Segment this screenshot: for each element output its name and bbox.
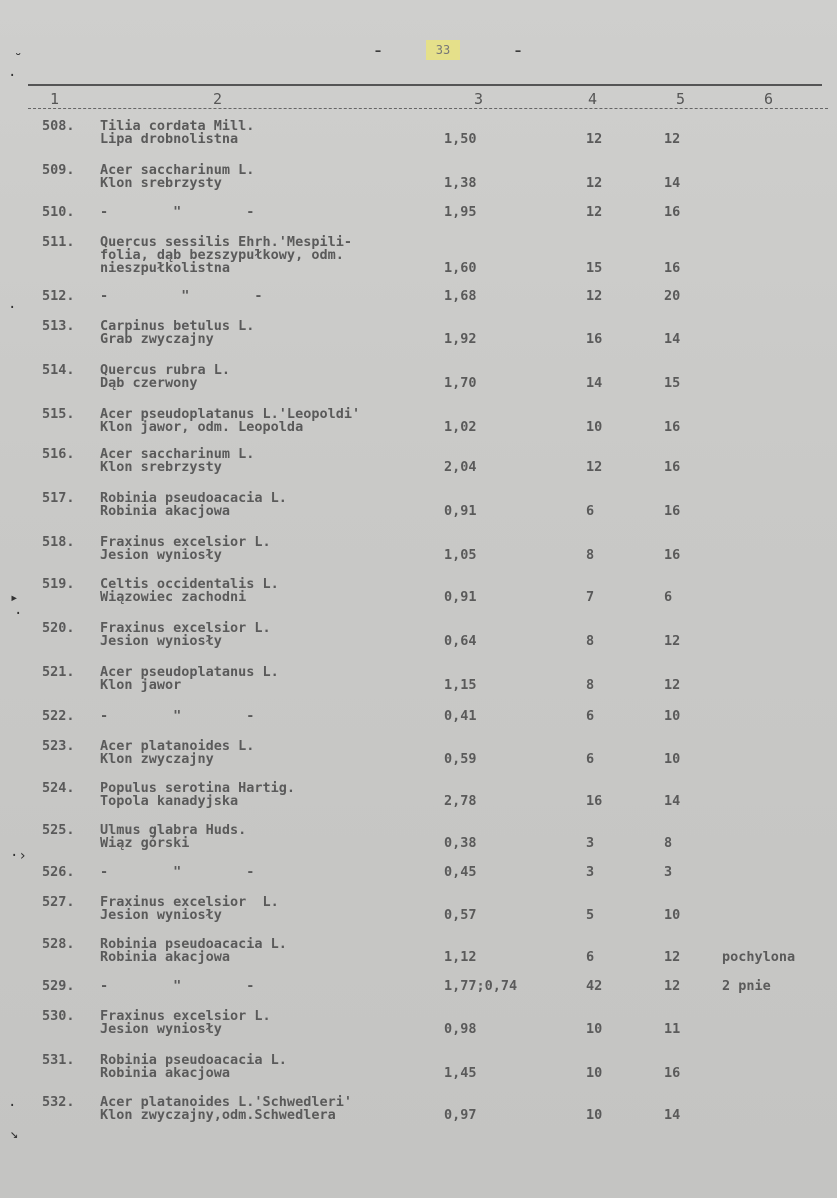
species-name-line1: Acer pseudoplatanus L.'Leopoldi' [100,406,361,422]
column-4-value: 12 [586,131,603,147]
column-5-value: 15 [664,375,681,391]
column-4-value: 7 [586,589,595,605]
column-3-value: 1,02 [444,419,477,435]
column-3-value: 2,04 [444,459,477,475]
column-4-value: 10 [586,419,603,435]
column-3-value: 0,38 [444,835,477,851]
species-name-line2: Klon srebrzysty [100,459,222,475]
column-5-value: 6 [664,589,673,605]
species-name-line1: Carpinus betulus L. [100,318,255,334]
column-5-value: 10 [664,751,681,767]
column-5-value: 14 [664,331,681,347]
species-name-line1: Robinia pseudoacacia L. [100,936,287,952]
species-name-line1: Robinia pseudoacacia L. [100,490,287,506]
species-name-line1: Fraxinus excelsior L. [100,1008,271,1024]
row-number: 526. [42,864,75,880]
column-4-value: 8 [586,633,595,649]
column-header-3: 3 [474,90,484,108]
species-name-line1: Acer saccharinum L. [100,162,255,178]
species-name-line2: Jesion wyniosły [100,547,222,563]
column-5-value: 11 [664,1021,681,1037]
column-5-value: 16 [664,503,681,519]
margin-mark: · [8,1098,17,1114]
species-name-line1: Fraxinus excelsior L. [100,534,271,550]
margin-mark: ·› [10,848,27,864]
column-3-value: 1,38 [444,175,477,191]
row-number: 522. [42,708,75,724]
column-6-note: 2 pnie [722,978,771,994]
species-name-line1: Celtis occidentalis L. [100,576,279,592]
species-name-line2: Robinia akacjowa [100,503,231,519]
column-4-value: 42 [586,978,603,994]
header-dash-right: - [512,38,525,62]
row-number: 530. [42,1008,75,1024]
species-name-line1: Fraxinus excelsior L. [100,620,271,636]
row-number: 517. [42,490,75,506]
row-number: 529. [42,978,75,994]
row-number: 532. [42,1094,75,1110]
row-number: 514. [42,362,75,378]
column-3-value: 0,59 [444,751,477,767]
column-5-value: 10 [664,907,681,923]
species-name-line1: Acer pseudoplatanus L. [100,664,279,680]
species-name-line1: Populus serotina Hartig. [100,780,296,796]
species-name-line2: Jesion wyniosły [100,1021,222,1037]
column-3-value: 1,77;0,74 [444,978,518,994]
column-4-value: 8 [586,677,595,693]
margin-mark: ▸ [10,590,19,606]
species-name-line2: Klon zwyczajny,odm.Schwedlera [100,1107,336,1123]
column-4-value: 6 [586,708,595,724]
column-3-value: 1,70 [444,375,477,391]
species-name-line1: - " - [100,978,255,994]
column-4-value: 16 [586,793,603,809]
row-number: 511. [42,234,75,250]
column-5-value: 12 [664,131,681,147]
species-name-line2: Grab zwyczajny [100,331,214,347]
column-5-value: 10 [664,708,681,724]
row-number: 531. [42,1052,75,1068]
row-number: 509. [42,162,75,178]
column-4-value: 6 [586,751,595,767]
column-5-value: 12 [664,633,681,649]
species-name-line2: Topola kanadyjska [100,793,239,809]
column-5-value: 14 [664,175,681,191]
margin-mark: · [14,606,23,622]
species-name-line1: Acer saccharinum L. [100,446,255,462]
margin-mark: ˘ [14,52,23,68]
column-3-value: 0,64 [444,633,477,649]
row-number: 519. [42,576,75,592]
column-4-value: 3 [586,864,595,880]
column-5-value: 20 [664,288,681,304]
column-4-value: 12 [586,204,603,220]
page-number: 33 [426,40,460,60]
column-4-value: 5 [586,907,595,923]
species-name-line1: Robinia pseudoacacia L. [100,1052,287,1068]
species-name-line2: Klon zwyczajny [100,751,214,767]
column-3-value: 0,57 [444,907,477,923]
row-number: 515. [42,406,75,422]
column-5-value: 16 [664,260,681,276]
table-header-rule [28,108,828,110]
row-number: 516. [42,446,75,462]
species-name-line1: Acer platanoides L. [100,738,255,754]
column-3-value: 0,98 [444,1021,477,1037]
species-name-line2: Wiązowiec zachodni [100,589,247,605]
column-3-value: 0,45 [444,864,477,880]
row-number: 520. [42,620,75,636]
column-3-value: 1,05 [444,547,477,563]
row-number: 523. [42,738,75,754]
column-4-value: 14 [586,375,603,391]
column-header-2: 2 [213,90,223,108]
table-top-rule [28,84,822,86]
column-3-value: 1,45 [444,1065,477,1081]
species-name-line1: Tilia cordata Mill. [100,118,255,134]
row-number: 528. [42,936,75,952]
species-name-line2: Klon jawor, odm. Leopolda [100,419,304,435]
column-4-value: 6 [586,503,595,519]
column-5-value: 16 [664,547,681,563]
species-name-line2: Robinia akacjowa [100,949,231,965]
species-name-line1: Acer platanoides L.'Schwedleri' [100,1094,352,1110]
species-name-line2: Jesion wyniosły [100,907,222,923]
species-name-line1: Fraxinus excelsior L. [100,894,279,910]
row-number: 521. [42,664,75,680]
species-name-line2: Robinia akacjowa [100,1065,231,1081]
species-name-line1: Quercus rubra L. [100,362,231,378]
row-number: 508. [42,118,75,134]
species-name-line1: - " - [100,204,255,220]
column-5-value: 16 [664,419,681,435]
margin-mark: · [8,68,17,84]
column-5-value: 16 [664,1065,681,1081]
column-3-value: 0,41 [444,708,477,724]
column-4-value: 10 [586,1107,603,1123]
column-5-value: 12 [664,677,681,693]
column-3-value: 1,60 [444,260,477,276]
column-3-value: 1,12 [444,949,477,965]
margin-mark: · [8,300,17,316]
column-3-value: 1,92 [444,331,477,347]
column-3-value: 1,68 [444,288,477,304]
margin-mark: ↘ [10,1126,19,1142]
column-4-value: 10 [586,1021,603,1037]
row-number: 527. [42,894,75,910]
column-header-4: 4 [588,90,598,108]
column-4-value: 12 [586,288,603,304]
column-5-value: 12 [664,978,681,994]
column-3-value: 0,97 [444,1107,477,1123]
column-4-value: 6 [586,949,595,965]
row-number: 510. [42,204,75,220]
column-header-6: 6 [764,90,774,108]
species-name-line1: - " - [100,708,255,724]
row-number: 513. [42,318,75,334]
species-name-line2: Klon jawor [100,677,182,693]
column-4-value: 15 [586,260,603,276]
species-name-line3: nieszpułkolistna [100,260,231,276]
species-name-line1: Quercus sessilis Ehrh.'Mespili- [100,234,352,250]
header-dash-left: - [372,38,385,62]
species-name-line1: Ulmus glabra Huds. [100,822,247,838]
column-3-value: 1,50 [444,131,477,147]
column-5-value: 12 [664,949,681,965]
row-number: 525. [42,822,75,838]
species-name-line2: Klon srebrzysty [100,175,222,191]
species-name-line2: Jesion wyniosły [100,633,222,649]
column-4-value: 8 [586,547,595,563]
row-number: 512. [42,288,75,304]
column-3-value: 1,15 [444,677,477,693]
row-number: 518. [42,534,75,550]
column-header-1: 1 [50,90,60,108]
species-name-line2: Lipa drobnolistna [100,131,239,147]
species-name-line2: folia, dąb bezszypułkowy, odm. [100,247,344,263]
column-5-value: 16 [664,204,681,220]
column-4-value: 16 [586,331,603,347]
column-6-note: pochylona [722,949,796,965]
column-5-value: 14 [664,1107,681,1123]
column-4-value: 3 [586,835,595,851]
column-3-value: 1,95 [444,204,477,220]
species-name-line1: - " - [100,288,263,304]
column-3-value: 2,78 [444,793,477,809]
species-name-line2: Dąb czerwony [100,375,198,391]
column-5-value: 3 [664,864,673,880]
column-4-value: 10 [586,1065,603,1081]
row-number: 524. [42,780,75,796]
column-5-value: 8 [664,835,673,851]
species-name-line2: Wiąz górski [100,835,190,851]
column-5-value: 16 [664,459,681,475]
species-name-line1: - " - [100,864,255,880]
column-4-value: 12 [586,459,603,475]
column-header-5: 5 [676,90,686,108]
column-4-value: 12 [586,175,603,191]
column-3-value: 0,91 [444,503,477,519]
column-3-value: 0,91 [444,589,477,605]
column-5-value: 14 [664,793,681,809]
